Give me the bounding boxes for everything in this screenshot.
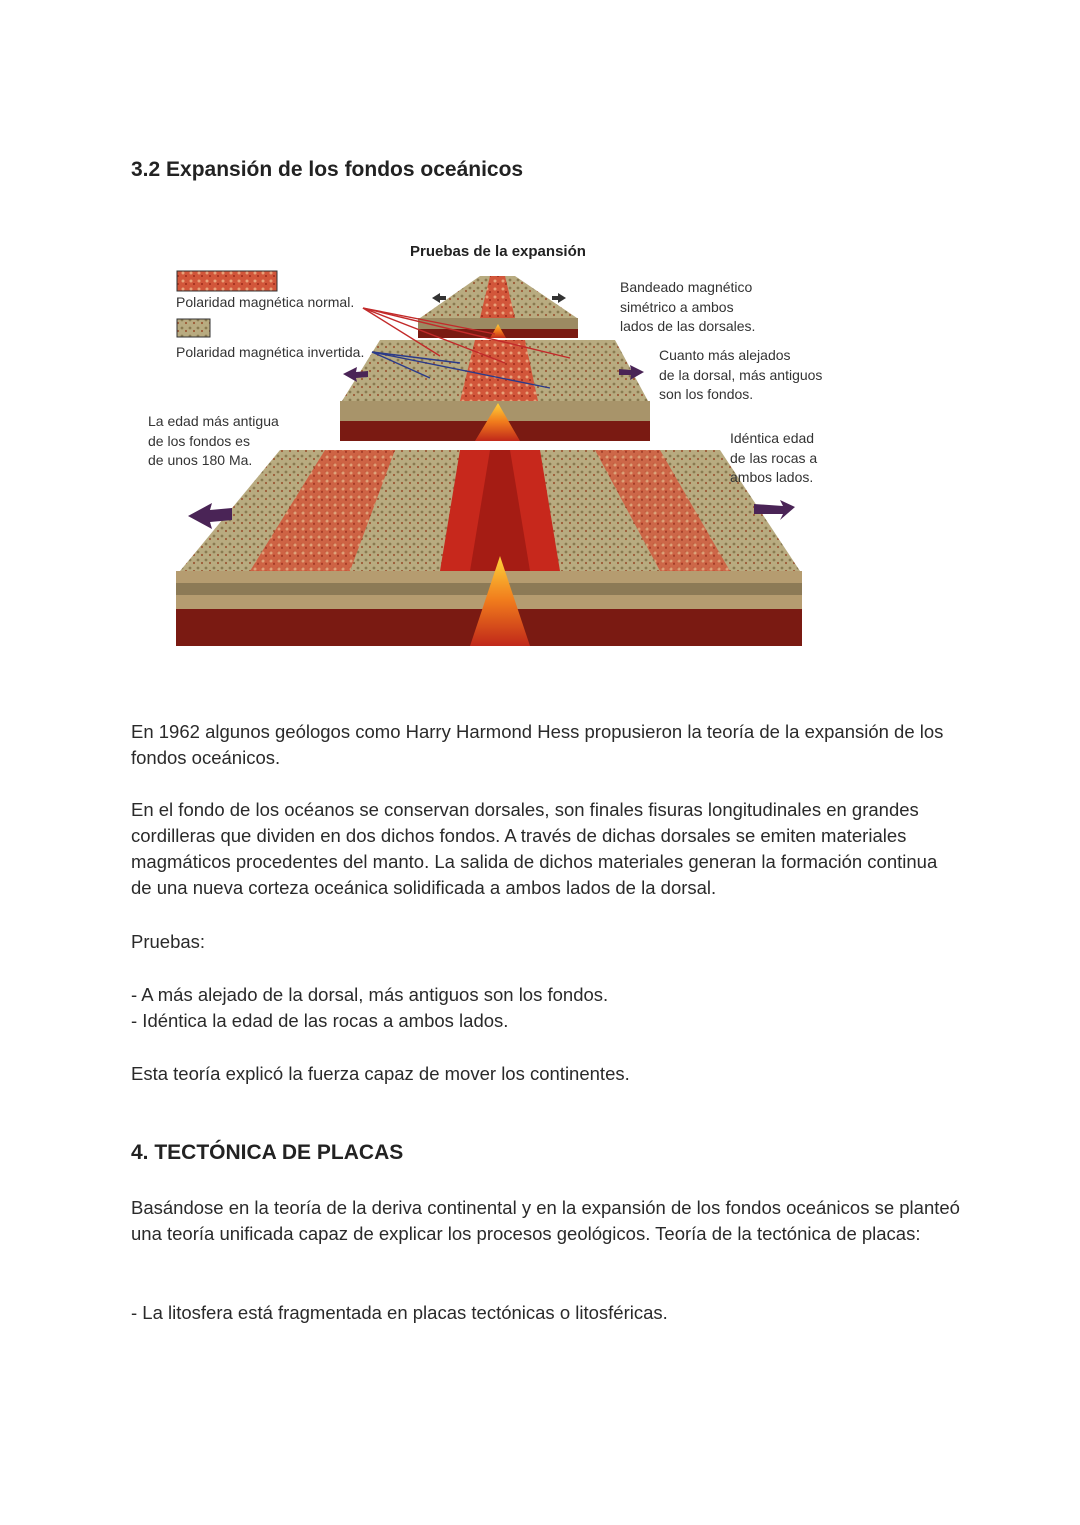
seafloor-spreading-figure (140, 238, 860, 668)
note-oldest-age (148, 412, 279, 471)
legend-inverted-label: Polaridad magnética invertida. (176, 344, 365, 360)
note-farther-older-line: de la dorsal, más antiguos (659, 366, 823, 383)
pruebas-label: Pruebas: (131, 931, 206, 952)
note-magnetic-banding (620, 278, 755, 337)
paragraph-hess: En 1962 algunos geólogos como Harry Harmond Hess propusieron la teoría de la expansión de los fondos oceánicos. (131, 721, 944, 768)
prueba-item-1: - A más alejado de la dorsal, más antiguos son los fondos. (131, 984, 609, 1005)
tectonica-item-1: - La litosfera está fragmentada en placas tectónicas o litosféricas. (131, 1302, 668, 1323)
section-title-3-2: 3.2 Expansión de los fondos oceánicos (131, 158, 524, 181)
section-title-4: 4. TECTÓNICA DE PLACAS (131, 1141, 404, 1164)
paragraph-tectonica: Basándose en la teoría de la deriva continental y en la expansión de los fondos oceánicos se planteó una teoría unificada capaz de explicar los procesos geológicos. Teoría de la tectónica de placas: (131, 1197, 960, 1244)
note-farther-older-line: son los fondos. (659, 386, 754, 402)
legend-normal-label: Polaridad magnética normal. (176, 294, 355, 310)
arrow-right-small (552, 293, 566, 303)
note-identical-age-line: ambos lados. (730, 469, 814, 485)
note-oldest-age-line: de los fondos es (148, 432, 250, 449)
note-oldest-age-line: La edad más antigua (148, 413, 279, 429)
legend-inverted-swatch (177, 319, 210, 337)
note-magnetic-banding-line: Bandeado magnético (620, 279, 753, 295)
note-farther-older-line: Cuanto más alejados (659, 347, 791, 363)
note-identical-age (730, 429, 817, 488)
note-identical-age-line: de las rocas a (730, 449, 818, 466)
paragraph-dorsales: En el fondo de los océanos se conservan dorsales, son finales fisuras longitudinales en grandes cordilleras que dividen en dos dichos fondos. A través de dichas dorsales se emiten materiales magmáticos procedentes del manto. La salida de dichos materiales generan la formación continua de una nueva corteza oceánica solidificada a ambos lados de la dorsal. (131, 799, 938, 898)
note-magnetic-banding-line: lados de las dorsales. (620, 318, 756, 334)
note-magnetic-banding-line: simétrico a ambos (620, 298, 734, 315)
paragraph-conclusion: Esta teoría explicó la fuerza capaz de mover los continentes. (131, 1063, 630, 1084)
note-oldest-age-line: de unos 180 Ma. (148, 452, 253, 468)
block-large (176, 450, 802, 646)
legend-normal-swatch (177, 271, 277, 291)
note-identical-age-line: Idéntica edad (730, 430, 815, 446)
block-small (418, 276, 578, 338)
note-farther-older (659, 346, 822, 405)
prueba-item-2: - Idéntica la edad de las rocas a ambos lados. (131, 1010, 509, 1031)
figure-title: Pruebas de la expansión (410, 243, 586, 260)
